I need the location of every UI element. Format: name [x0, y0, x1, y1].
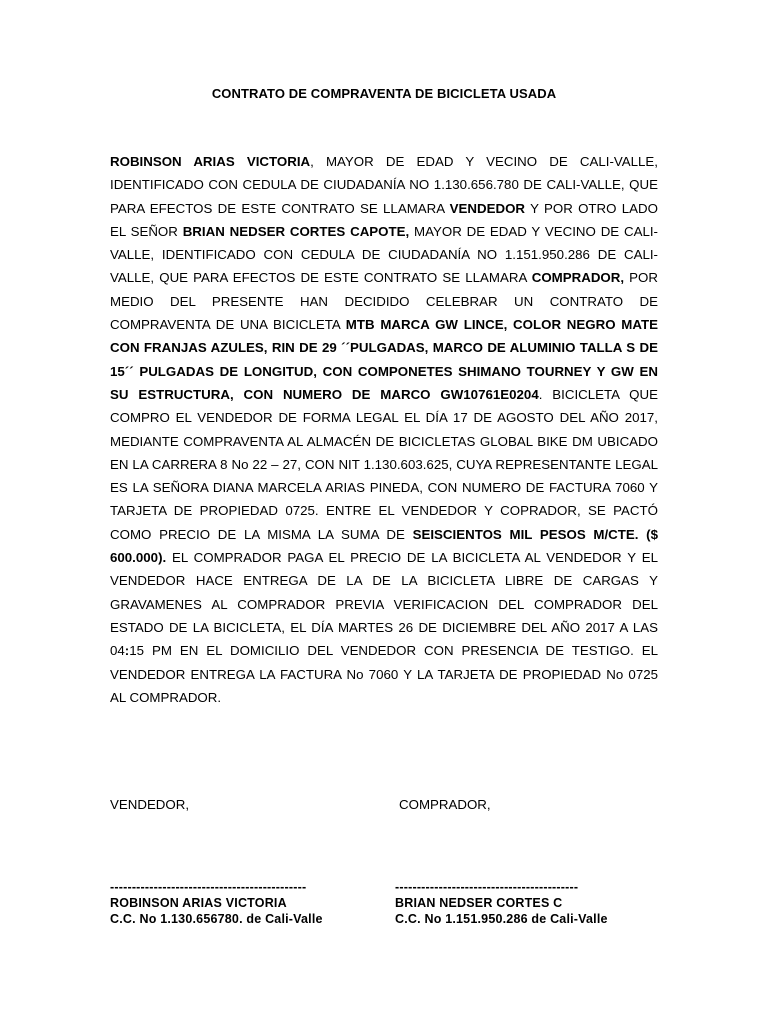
buyer-signature-block	[395, 879, 608, 927]
buyer-signature-line: ------------------------------------------	[395, 880, 579, 894]
seller-role-label: VENDEDOR,	[110, 797, 190, 812]
bold-text-segment: :	[124, 643, 130, 659]
bold-text-segment: ROBINSON ARIAS VICTORIA	[110, 154, 311, 169]
contract-body-paragraph	[110, 150, 658, 709]
text-segment: , MAYOR DE EDAD Y VECINO DE CALI-VALLE, IDENTIFICADO CON CEDULA DE CIUDADANÍA NO 1.130.656.780 DE CALI-VALLE, QUE PARA EFECTOS DE ESTE CONTRATO SE LLAMARA	[110, 154, 658, 216]
buyer-id: C.C. No 1.151.950.286 de Cali-Valle	[395, 912, 608, 926]
text-segment: POR MEDIO DEL PRESENTE HAN DECIDIDO CELEBRAR UN CONTRATO DE COMPRAVENTA DE UNA BICICLETA	[110, 270, 658, 333]
bold-text-segment: SEISCIENTOS MIL PESOS M/CTE. ($ 600.000).	[110, 526, 659, 566]
text-segment: 15 PM EN EL DOMICILIO DEL VENDEDOR CON PRESENCIA DE TESTIGO. EL VENDEDOR ENTREGA LA FACTURA No 7060 Y LA TARJETA DE PROPIEDAD No 0725 AL COMPRADOR.	[110, 643, 658, 705]
text-segment: MAYOR DE EDAD Y VECINO DE CALI-VALLE, IDENTIFICADO CON CEDULA DE CIUDADANÍA NO 1.151.950.286 DE CALI-VALLE, QUE PARA EFECTOS DE ESTE CONTRATO SE LLAMARA	[110, 223, 658, 286]
seller-signature-line: ---------------------------------------------	[110, 880, 307, 894]
buyer-name: BRIAN NEDSER CORTES C	[395, 896, 563, 910]
bold-text-segment: BRIAN NEDSER CORTES CAPOTE,	[182, 223, 410, 239]
seller-name: ROBINSON ARIAS VICTORIA	[110, 896, 287, 910]
text-segment: . BICICLETA QUE COMPRO EL VENDEDOR DE FORMA LEGAL EL DÍA 17 DE AGOSTO DEL AÑO 2017, MEDIANTE COMPRAVENTA AL ALMACÉN DE BICICLETAS GLOBAL BIKE DM UBICADO EN LA CARRERA 8 No 22 – 27, CON NIT 1.130.603.625, CUYA REPRESENTANTE LEGAL ES LA SEÑORA DIANA MARCELA ARIAS PINEDA, CON NUMERO DE FACTURA 7060 Y TARJETA DE PROPIEDAD 0725. ENTRE EL VENDEDOR Y COPRADOR, SE PACTÓ COMO PRECIO DE LA MISMA LA SUMA DE	[110, 386, 658, 542]
text-segment: EL COMPRADOR PAGA EL PRECIO DE LA BICICLETA AL VENDEDOR Y EL VENDEDOR HACE ENTREGA DE LA DE LA BICICLETA LIBRE DE CARGAS Y GRAVAMENES AL COMPRADOR PREVIA VERIFICACION DEL COMPRADOR DEL ESTADO DE LA BICICLETA, EL DÍA MARTES 26 DE DICIEMBRE DEL AÑO 2017 A LAS 04	[110, 550, 658, 659]
seller-id: C.C. No 1.130.656780. de Cali-Valle	[110, 912, 323, 926]
bold-text-segment: VENDEDOR	[449, 200, 526, 216]
bold-text-segment: COMPRADOR,	[531, 270, 625, 286]
bold-text-segment: MTB MARCA GW LINCE, COLOR NEGRO MATE CON FRANJAS AZULES, RIN DE 29 ´´PULGADAS, MARCO DE ALUMINIO TALLA S DE 15´´ PULGADAS DE LONGITUD, CON COMPONETES SHIMANO TOURNEY Y GW EN SU ESTRUCTURA, CON NUMERO DE MARCO GW10761E0204	[110, 317, 658, 402]
buyer-role-label: COMPRADOR,	[399, 797, 491, 812]
seller-signature-block	[110, 879, 323, 927]
text-segment: Y POR OTRO LADO EL SEÑOR	[110, 200, 658, 239]
document-title: CONTRATO DE COMPRAVENTA DE BICICLETA USADA	[211, 86, 557, 101]
